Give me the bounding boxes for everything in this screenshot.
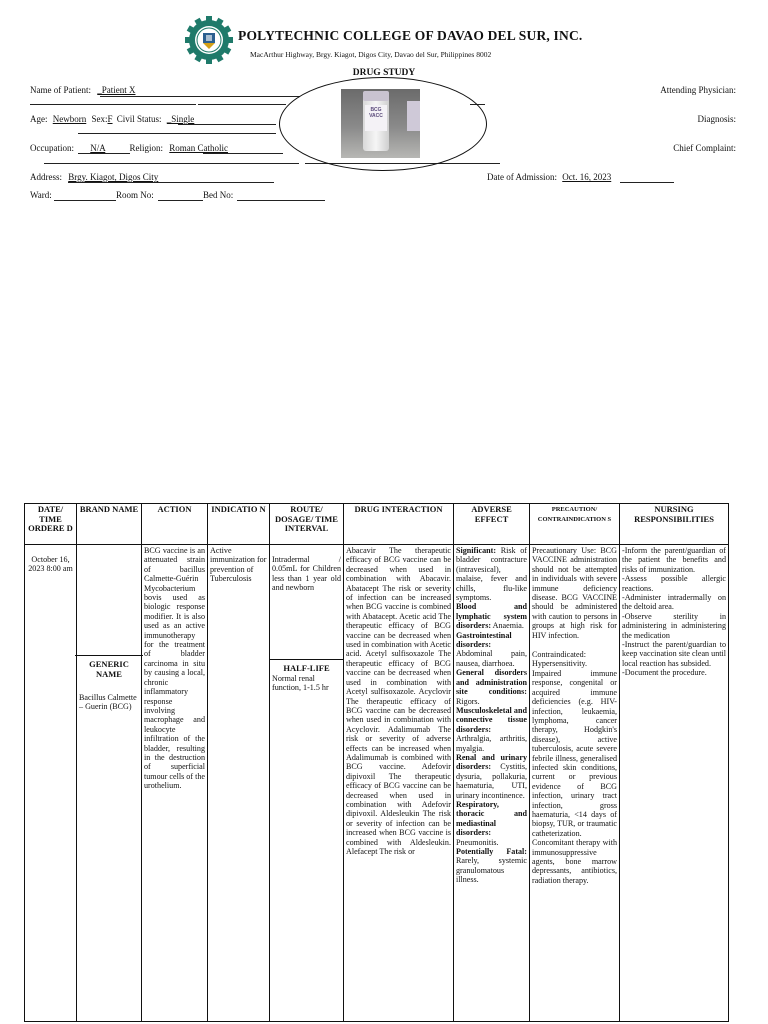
header-indication: INDICATIO N	[208, 504, 270, 545]
cell-indication: Active immunization for prevention of Tuberculosis	[208, 545, 270, 1022]
college-address: MacArthur Highway, Brgy. Kiagot, Digos City, Davao del Sur, Philippines 8002	[250, 50, 492, 59]
cell-nursing	[620, 545, 729, 1022]
patient-name-value: _Patient X	[97, 85, 136, 95]
college-seal-icon	[184, 15, 234, 65]
nursing-item: -Instruct the parent/guardian to keep vaccination site clean until local reaction has subsided.	[622, 640, 726, 668]
adverse-effect-text: Rarely, systemic granulomatous illness.	[456, 856, 527, 885]
table-row	[25, 545, 729, 1022]
precaution-text: Precautionary Use: BCG VACCINE administration should not be attempted in individuals with severe immune deficiency disease. BCG VACCINE should be administered with caution to persons in groups at high risk for HIV infection.	[532, 546, 617, 640]
route-dosage-value: Intradermal / 0.05mL for Children less than 1 year old and newborn	[272, 555, 341, 593]
bed-label: Bed No:	[203, 190, 234, 200]
ward-field	[30, 190, 52, 200]
adverse-effect-item	[456, 602, 527, 630]
adverse-effect-text: Anaemia.	[491, 621, 524, 631]
adverse-effect-heading: Potentially Fatal:	[456, 847, 527, 856]
civil-status-label: Civil Status:	[116, 114, 162, 124]
age-label: Age:	[30, 114, 48, 124]
vial-cap-icon	[363, 91, 389, 101]
adverse-effect-item	[456, 668, 527, 706]
adverse-effect-item	[456, 753, 527, 800]
cell-interaction: Abacavir The therapeutic efficacy of BCG vaccine can be decreased when used in combination with Abacavir. Abatacept The risk or severity of infection can be increased when BCG vaccine is combined with Abatacept. Acetic acid The therapeutic efficacy of BCG vaccine can be decreased when used in combination with Acetic acid. Acetyl sulfisoxazole The therapeutic efficacy of BCG vaccine can be decreased when used in combination with Acetyl sulfisoxazole. Acyclovir The therapeutic efficacy of BCG vaccine can be decreased when used in combination with Acyclovir. Adalimumab The risk or severity of adverse effects can be increased when Adalimumab is combined with BCG vaccine. Adefovir dipivoxil The therapeutic efficacy of BCG vaccine can be decreased when used in combination with Adefovir dipivoxil. Aldesleukin The risk or severity of infection can be increased when BCG vaccine is combined with Aldesleukin. Alefacept The risk or	[344, 545, 454, 1022]
header-adverse: ADVERSE EFFECT	[454, 504, 530, 545]
adverse-effect-text: Rigors.	[456, 696, 480, 706]
adverse-effect-item	[456, 847, 527, 885]
header-action: ACTION	[142, 504, 208, 545]
adverse-effect-item	[456, 631, 527, 669]
table-header-row	[25, 504, 729, 545]
vaccine-vial-photo	[341, 89, 420, 158]
bed-field	[203, 190, 233, 200]
ward-label: Ward:	[30, 190, 52, 200]
attending-physician-label: Attending Physician:	[660, 85, 736, 95]
header-nursing: NURSING RESPONSIBILITIES	[620, 504, 729, 545]
cell-date: October 16, 2023 8:00 am	[25, 545, 77, 1022]
room-label: Room No:	[116, 190, 154, 200]
drug-study-table	[24, 503, 729, 1022]
adverse-effect-text: Cystitis, dysuria, pollakuria, haematuria, UTI, urinary incontinence.	[456, 762, 527, 800]
adverse-effect-heading: Renal and urinary disorders:	[456, 752, 527, 772]
cell-precaution	[530, 545, 620, 1022]
generic-name-value: Bacillus Calmette – Guerin (BCG)	[79, 693, 137, 712]
nursing-item: -Observe sterility in administering in administering the medication	[622, 611, 726, 640]
admission-date-label: Date of Admission:	[487, 172, 557, 182]
religion-label: Religion:	[129, 143, 164, 153]
age-sex-civil-field	[30, 114, 194, 124]
nursing-item: -Assess possible allergic reactions.	[622, 574, 726, 593]
half-life-header: HALF-LIFE	[283, 663, 330, 673]
header-date: DATE/ TIME ORDERE D	[25, 504, 77, 545]
adverse-effect-heading: Respiratory, thoracic and mediastinal disorders:	[456, 799, 527, 838]
adverse-effect-heading: Musculoskeletal and connective tissue disorders:	[456, 705, 527, 734]
document-title: DRUG STUDY	[352, 68, 416, 78]
vaccine-box-icon	[407, 101, 420, 131]
half-life-value: Normal renal function, 1-1.5 hr	[272, 673, 329, 692]
occupation-religion-field	[30, 143, 228, 153]
adverse-effect-heading: Significant:	[456, 546, 497, 555]
cell-action: BCG vaccine is an attenuated strain of bacillus Calmette-Guérin Mycobacterium bovis used as biologic response modifier. It is also used as an active immunotherapy for the treatment of bladder carcinoma in situ by causing a local, chronic inflammatory response involving macrophage and leukocyte infiltration of the bladder, resulting in the destruction of superficial tumour cells of the urothelium.	[142, 545, 208, 1022]
cell-route	[270, 545, 344, 1022]
admission-date-value: Oct. 16, 2023	[562, 172, 612, 182]
contraindication-text: Contraindicated: Hypersensitivity. Impaired immune response, congenital or acquired immune deficiencies (e.g. HIV-infection, leukaemia, lymphoma, cancer therapy, Hodgkin's disease), active tuberculosis, acute severe febrile illness, generalised infected skin conditions, current or previous evidence of BCG infection, urinary tract infection, gross haematuria, <14 days of biopsy, TUR, or traumatic catheterization. Concomitant therapy with immunosuppressive agents, bone marrow depressants, antibiotics, radiation therapy.	[532, 650, 617, 885]
sex-label: Sex:	[91, 114, 108, 124]
adverse-effect-item	[456, 800, 527, 847]
address-label: Address:	[30, 172, 62, 182]
adverse-effect-heading: Gastrointestinal disorders:	[456, 630, 512, 650]
nursing-item: -Administer intradermally on the deltoid area.	[622, 593, 726, 612]
adverse-effect-text: Arthralgia, arthritis, myalgia.	[456, 734, 527, 753]
college-name: POLYTECHNIC COLLEGE OF DAVAO DEL SUR, INC.	[238, 28, 583, 43]
cell-brand-generic	[77, 545, 142, 1022]
adverse-effect-text: Pneumonitis.	[456, 837, 499, 847]
civil-status-value: _Single	[166, 114, 195, 124]
adverse-effect-item	[456, 706, 527, 753]
address-value: Brgy. Kiagot, Digos City	[68, 172, 159, 182]
sex-value: F	[107, 114, 113, 124]
address-field	[30, 172, 158, 182]
patient-name-label: Name of Patient:	[30, 85, 91, 95]
chief-complaint-label: Chief Complaint:	[673, 143, 736, 153]
vial-label: BCG VACC	[365, 105, 387, 131]
room-field	[116, 190, 154, 200]
header-interaction: DRUG INTERACTION	[344, 504, 454, 545]
header-precaution: PRECAUTION/ CONTRAINDICATION S	[530, 504, 620, 545]
header-brand: BRAND NAME	[77, 504, 142, 545]
adverse-effect-heading: Blood and lymphatic system disorders:	[456, 602, 527, 631]
occupation-label: Occupation:	[30, 143, 74, 153]
occupation-value: N/A	[90, 143, 106, 153]
adverse-effect-text: Risk of bladder contracture (intravesical), malaise, fever and chills, flu-like symptoms.	[456, 546, 527, 603]
adverse-effect-heading: General disorders and administration site conditions:	[456, 668, 527, 697]
age-value: Newborn	[52, 114, 87, 124]
adverse-effect-item	[456, 546, 527, 602]
patient-name-field	[30, 85, 135, 95]
nursing-item: -Document the procedure.	[622, 668, 707, 678]
admission-date-field	[487, 172, 611, 182]
header-route: ROUTE/ DOSAGE/ TIME INTERVAL	[270, 504, 344, 545]
generic-name-header: GENERIC NAME	[89, 659, 129, 679]
religion-value: Roman Catholic	[169, 143, 229, 153]
adverse-effect-text: Abdominal pain, nausea, diarrhoea.	[456, 649, 527, 668]
diagnosis-label: Diagnosis:	[697, 114, 736, 124]
cell-adverse	[454, 545, 530, 1022]
nursing-item: -Inform the parent/guardian of the patient the benefits and risks of immunization.	[622, 546, 726, 574]
